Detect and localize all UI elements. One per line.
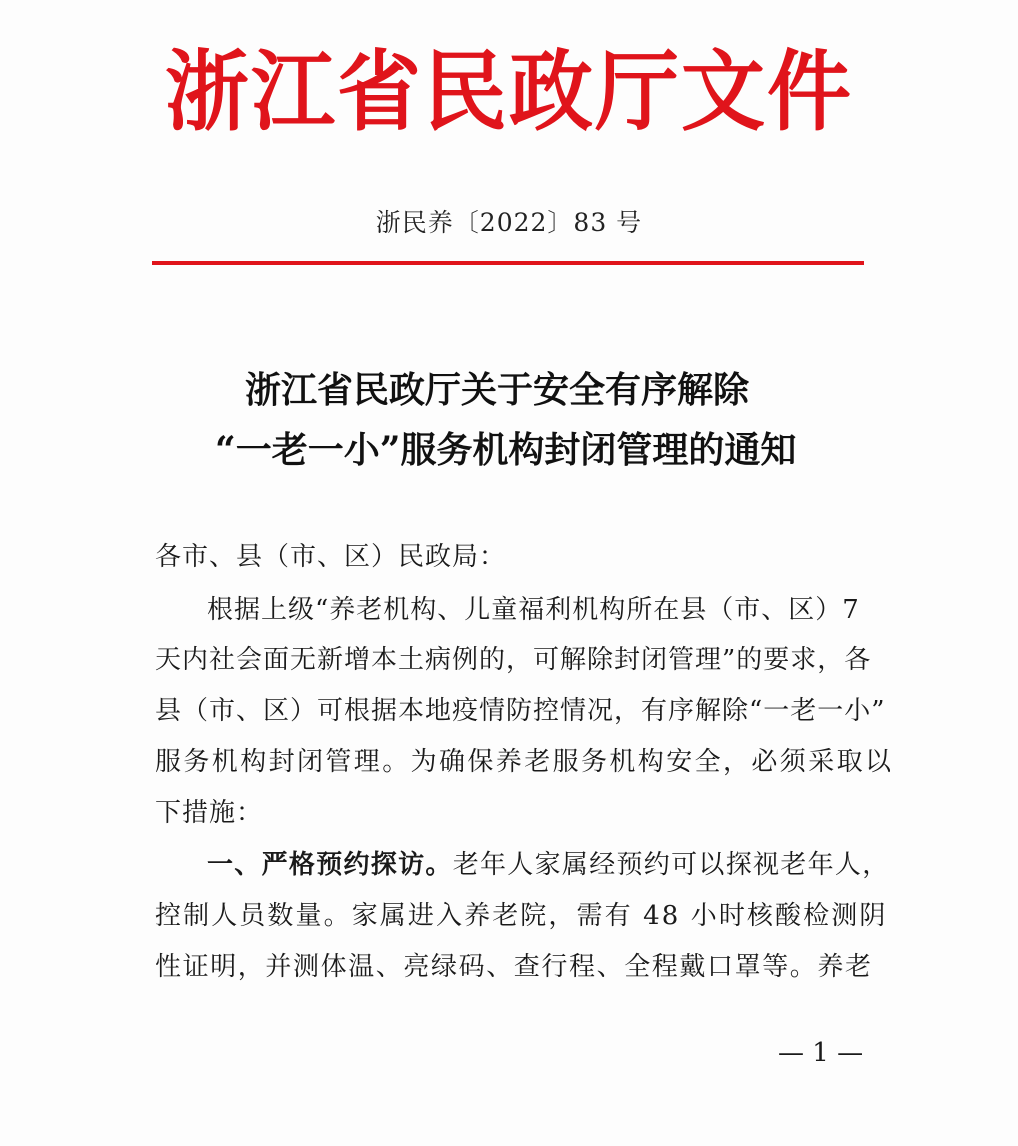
document-number: 浙民养〔2022〕83 号 <box>375 208 643 237</box>
body-text-line: 控制人员数量。家属进入养老院，需有 48 小时核酸检测阴 <box>155 901 888 931</box>
body-text-segment: 老年人家属经预约可以探视老年人， <box>452 850 890 880</box>
salutation: 各市、县（市、区）民政局： <box>155 542 507 572</box>
body-text-line: 天内社会面无新增本土病例的，可解除封闭管理”的要求，各 <box>155 645 872 675</box>
notice-title-line-2: “一老一小”服务机构封闭管理的通知 <box>215 429 797 471</box>
body-text-line: 县（市、区）可根据本地疫情防控情况，有序解除“一老一小” <box>155 696 886 726</box>
notice-title-line-1: 浙江省民政厅关于安全有序解除 <box>245 369 750 411</box>
page-number: — 1 — <box>778 1038 864 1068</box>
masthead-title: 浙江省民政厅文件 <box>164 41 853 143</box>
red-divider-line <box>152 261 864 265</box>
body-text-line: 服务机构封闭管理。为确保养老服务机构安全，必须采取以 <box>155 747 894 777</box>
section-1-heading: 一、严格预约探访。 <box>207 850 453 880</box>
section-1-paragraph-start <box>207 845 890 885</box>
body-text-line: 根据上级“养老机构、儿童福利机构所在县（市、区）7 <box>207 595 860 625</box>
body-text-line: 下措施： <box>155 798 264 828</box>
body-text-line: 性证明，并测体温、亮绿码、查行程、全程戴口罩等。养老 <box>155 952 873 982</box>
